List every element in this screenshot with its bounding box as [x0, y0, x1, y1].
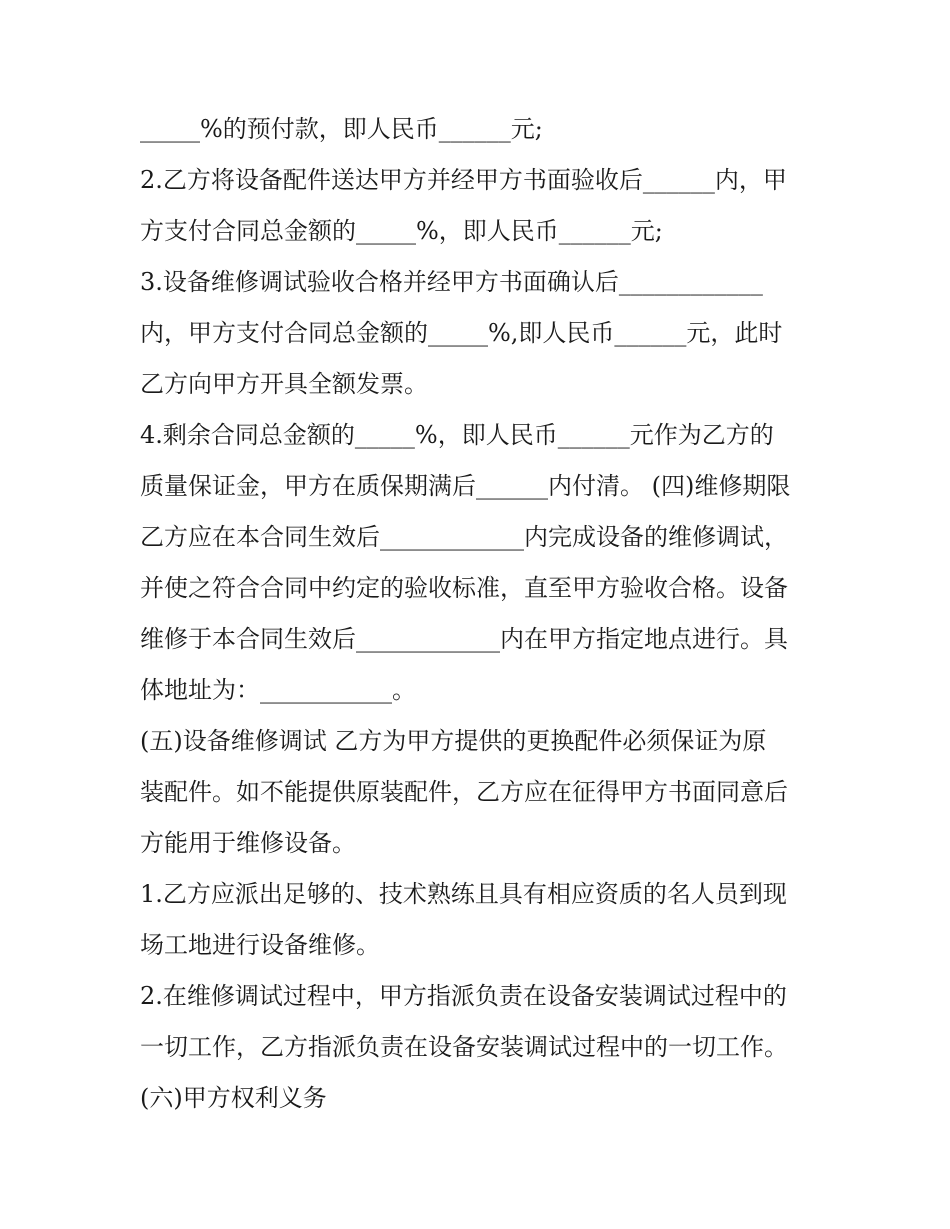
text-line: 维修于本合同生效后____________内在甲方指定地点进行。具: [140, 625, 788, 653]
text-line: 场工地进行设备维修。: [140, 931, 380, 959]
section-heading: (五)设备维修调试 乙方为甲方提供的更换配件必须保证为原: [140, 727, 767, 755]
text-line: 并使之符合合同中约定的验收标准，直至甲方验收合格。设备: [140, 574, 788, 602]
text-line: 一切工作，乙方指派负责在设备安装调试过程中的一切工作。: [140, 1033, 788, 1061]
section-heading: (六)甲方权利义务: [140, 1084, 327, 1112]
text-line: _____%的预付款，即人民币______元;: [140, 115, 543, 143]
text-line: 内，甲方支付合同总金额的_____%,即人民币______元，此时: [140, 319, 783, 347]
text-line: 2.在维修调试过程中，甲方指派负责在设备安装调试过程中的: [140, 982, 787, 1010]
text-line: 方支付合同总金额的_____%，即人民币______元;: [140, 217, 663, 245]
text-line: 装配件。如不能提供原装配件，乙方应在征得甲方书面同意后: [140, 778, 788, 806]
text-line: 质量保证金，甲方在质保期满后______内付清。 (四)维修期限: [140, 472, 791, 500]
document-body: [140, 104, 820, 1124]
text-line: 2.乙方将设备配件送达甲方并经甲方书面验收后______内，甲: [140, 166, 787, 194]
text-line: 乙方应在本合同生效后____________内完成设备的维修调试，: [140, 523, 788, 551]
text-line: 体地址为：___________。: [140, 676, 416, 704]
text-line: 方能用于维修设备。: [140, 829, 356, 857]
text-line: 4.剩余合同总金额的_____%，即人民币______元作为乙方的: [140, 421, 774, 449]
text-line: 1.乙方应派出足够的、技术熟练且具有相应资质的名人员到现: [140, 880, 787, 908]
text-line: 3.设备维修调试验收合格并经甲方书面确认后____________: [140, 268, 763, 296]
text-line: 乙方向甲方开具全额发票。: [140, 370, 428, 398]
